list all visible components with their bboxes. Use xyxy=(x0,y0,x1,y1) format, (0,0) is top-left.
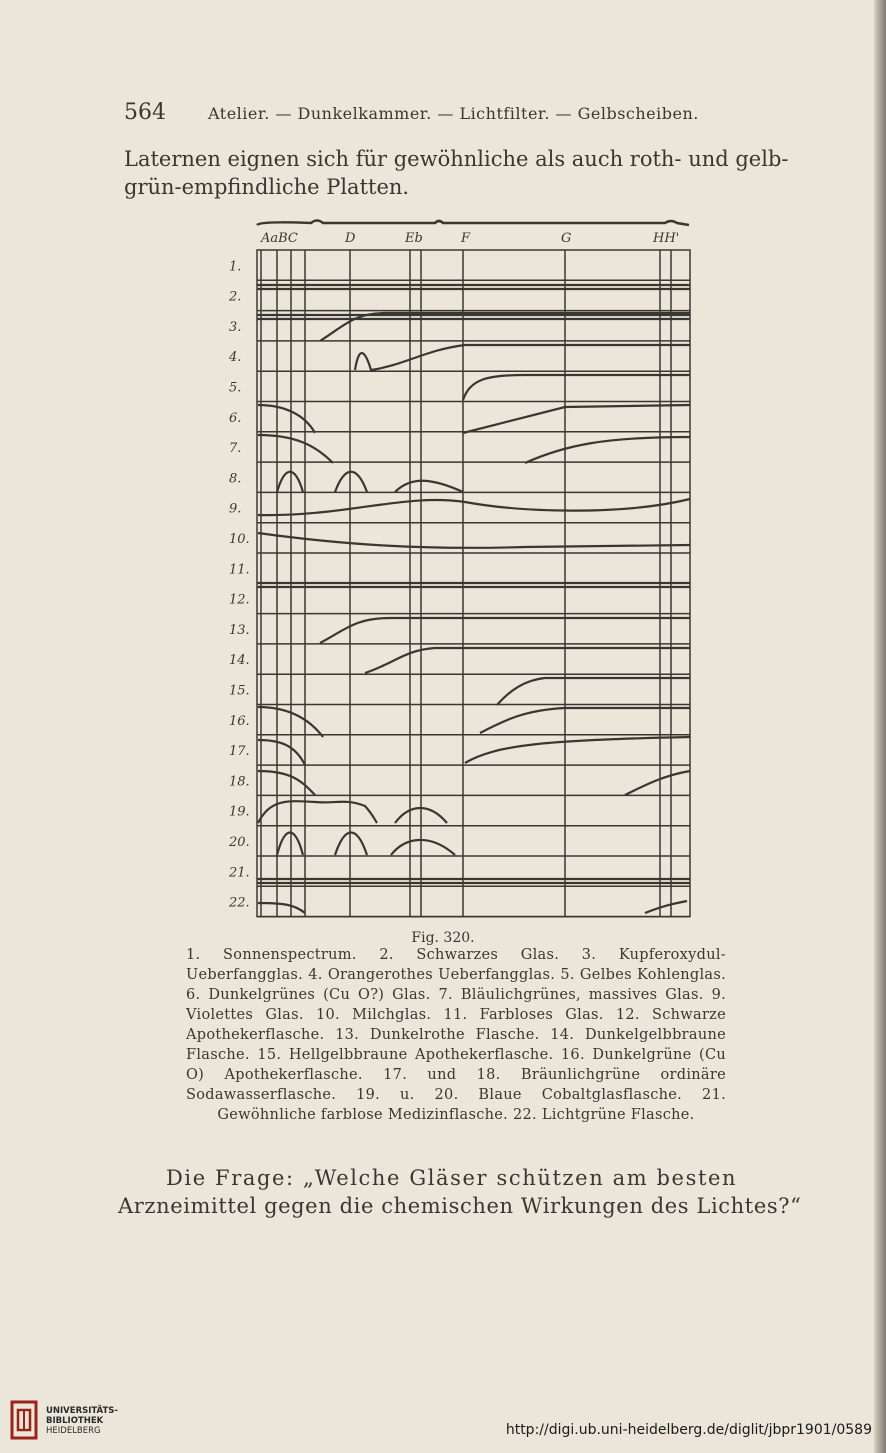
row-label-4: 4. xyxy=(229,350,242,366)
spectrum-figure xyxy=(225,215,695,924)
row-label-3: 3. xyxy=(229,319,242,335)
library-name: UNIVERSITÄTS- BIBLIOTHEK HEIDELBERG xyxy=(46,1406,118,1436)
curve-row-17-left xyxy=(258,740,305,765)
line-label-hh: HH' xyxy=(653,231,680,246)
curve-row-8-band3 xyxy=(395,481,463,492)
row-label-6: 6. xyxy=(229,410,242,426)
row-label-18: 18. xyxy=(229,774,250,790)
row-label-21: 21. xyxy=(229,865,250,881)
page-number: 564 xyxy=(124,100,166,125)
curve-row-10 xyxy=(258,533,690,548)
curve-row-15 xyxy=(497,678,690,705)
row-label-20: 20. xyxy=(229,835,250,850)
body-paragraph xyxy=(118,1164,818,1220)
row-label-10: 10. xyxy=(229,532,250,547)
row-label-16: 16. xyxy=(229,713,250,729)
figure-caption: 1. Sonnenspectrum. 2. Schwarzes Glas. 3. Kupferoxydul-Ueberfangglas. 4. Orangerothes Ueberfangglas. 5. Gelbes Kohlenglas. 6. Dunkelgrünes (Cu O?) Glas. 7. Bläulichgrünes, massives Glas. 9. Violettes Glas. 10. Milchglas. 11. Farbloses Glas. 12. Schwarze Apothekerflasche. 13. Dunkelrothe Flasche. 14. Dunkelgelbbraune Flasche. 15. Hellgelbbraune Apothekerflasche. 16. Dunkelgrüne (Cu O) Apothekerflasche. 17. und 18. Bräunlichgrüne ordinäre Sodawasserflasche. 19. u. 20. Blaue Cobaltglasflasche. 21. Gewöhnliche farblose Medizinflasche. 22. Lichtgrüne Flasche. xyxy=(186,947,726,1123)
curve-row-22-left xyxy=(258,903,305,913)
row-label-11: 11. xyxy=(229,562,250,578)
line-label-f: F xyxy=(461,231,471,246)
row-label-1: 1. xyxy=(229,259,242,275)
line-label-g: G xyxy=(561,231,572,246)
curve-row-4 xyxy=(355,345,690,370)
curve-row-18-right xyxy=(625,771,690,795)
curve-row-19-band1 xyxy=(258,801,377,823)
curve-row-5 xyxy=(463,375,690,400)
intro-paragraph: Laternen eignen sich für gewöhnliche als auch roth- und gelb-grün-empfindliche Platten. xyxy=(124,147,789,199)
row-label-22: 22. xyxy=(229,895,250,911)
row-label-9: 9. xyxy=(229,501,242,517)
curve-row-9 xyxy=(258,499,690,515)
curve-row-6-right xyxy=(463,405,690,433)
figure-top-brace xyxy=(257,221,689,226)
curve-row-16-right xyxy=(480,708,690,733)
row-label-7: 7. xyxy=(229,441,242,457)
curve-row-18-left xyxy=(258,771,315,795)
running-head-title: Atelier. — Dunkelkammer. — Lichtfilter. — Gelbscheiben. xyxy=(208,104,699,123)
row-label-5: 5. xyxy=(229,380,242,396)
curve-row-20-band2 xyxy=(335,833,367,856)
line-label-eb: Eb xyxy=(405,231,423,246)
row-label-2: 2. xyxy=(229,289,242,305)
curve-row-8-band1 xyxy=(277,472,303,492)
curve-row-14 xyxy=(365,648,690,673)
curve-row-7-right xyxy=(525,437,690,463)
row-label-8: 8. xyxy=(229,471,242,487)
row-label-17: 17. xyxy=(229,744,250,760)
curve-row-8-band2 xyxy=(335,472,367,492)
curve-row-22-right xyxy=(645,901,687,913)
page-edge xyxy=(874,0,886,1453)
row-label-12: 12. xyxy=(229,592,250,608)
body-line-2: Arzneimittel gegen die chemischen Wirkungen des Lichtes?“ xyxy=(118,1194,802,1218)
curve-row-20-band3 xyxy=(391,840,455,855)
spectrum-diagram xyxy=(225,215,695,920)
curve-row-6-left xyxy=(258,405,315,433)
body-line-1: Die Frage: „Welche Gläser schützen am besten xyxy=(166,1166,738,1190)
curve-row-13 xyxy=(320,618,690,643)
line-label-aabc: AaBC xyxy=(261,231,298,246)
curve-row-7-left xyxy=(258,435,333,463)
running-head xyxy=(124,100,734,130)
row-label-13: 13. xyxy=(229,622,250,638)
curve-row-3 xyxy=(320,313,690,341)
line-label-d: D xyxy=(345,231,356,246)
figure-label: Fig. 320. xyxy=(411,930,475,946)
curve-row-20-band1 xyxy=(277,833,303,856)
row-label-14: 14. xyxy=(229,653,250,669)
row-label-15: 15. xyxy=(229,683,250,699)
row-label-19: 19. xyxy=(229,804,250,820)
footer xyxy=(0,1392,886,1453)
source-url-link[interactable]: http://digi.ub.uni-heidelberg.de/diglit/jbpr1901/0589 xyxy=(505,1422,872,1438)
curve-row-17-right xyxy=(465,737,690,763)
university-library-logo-icon xyxy=(10,1400,38,1440)
